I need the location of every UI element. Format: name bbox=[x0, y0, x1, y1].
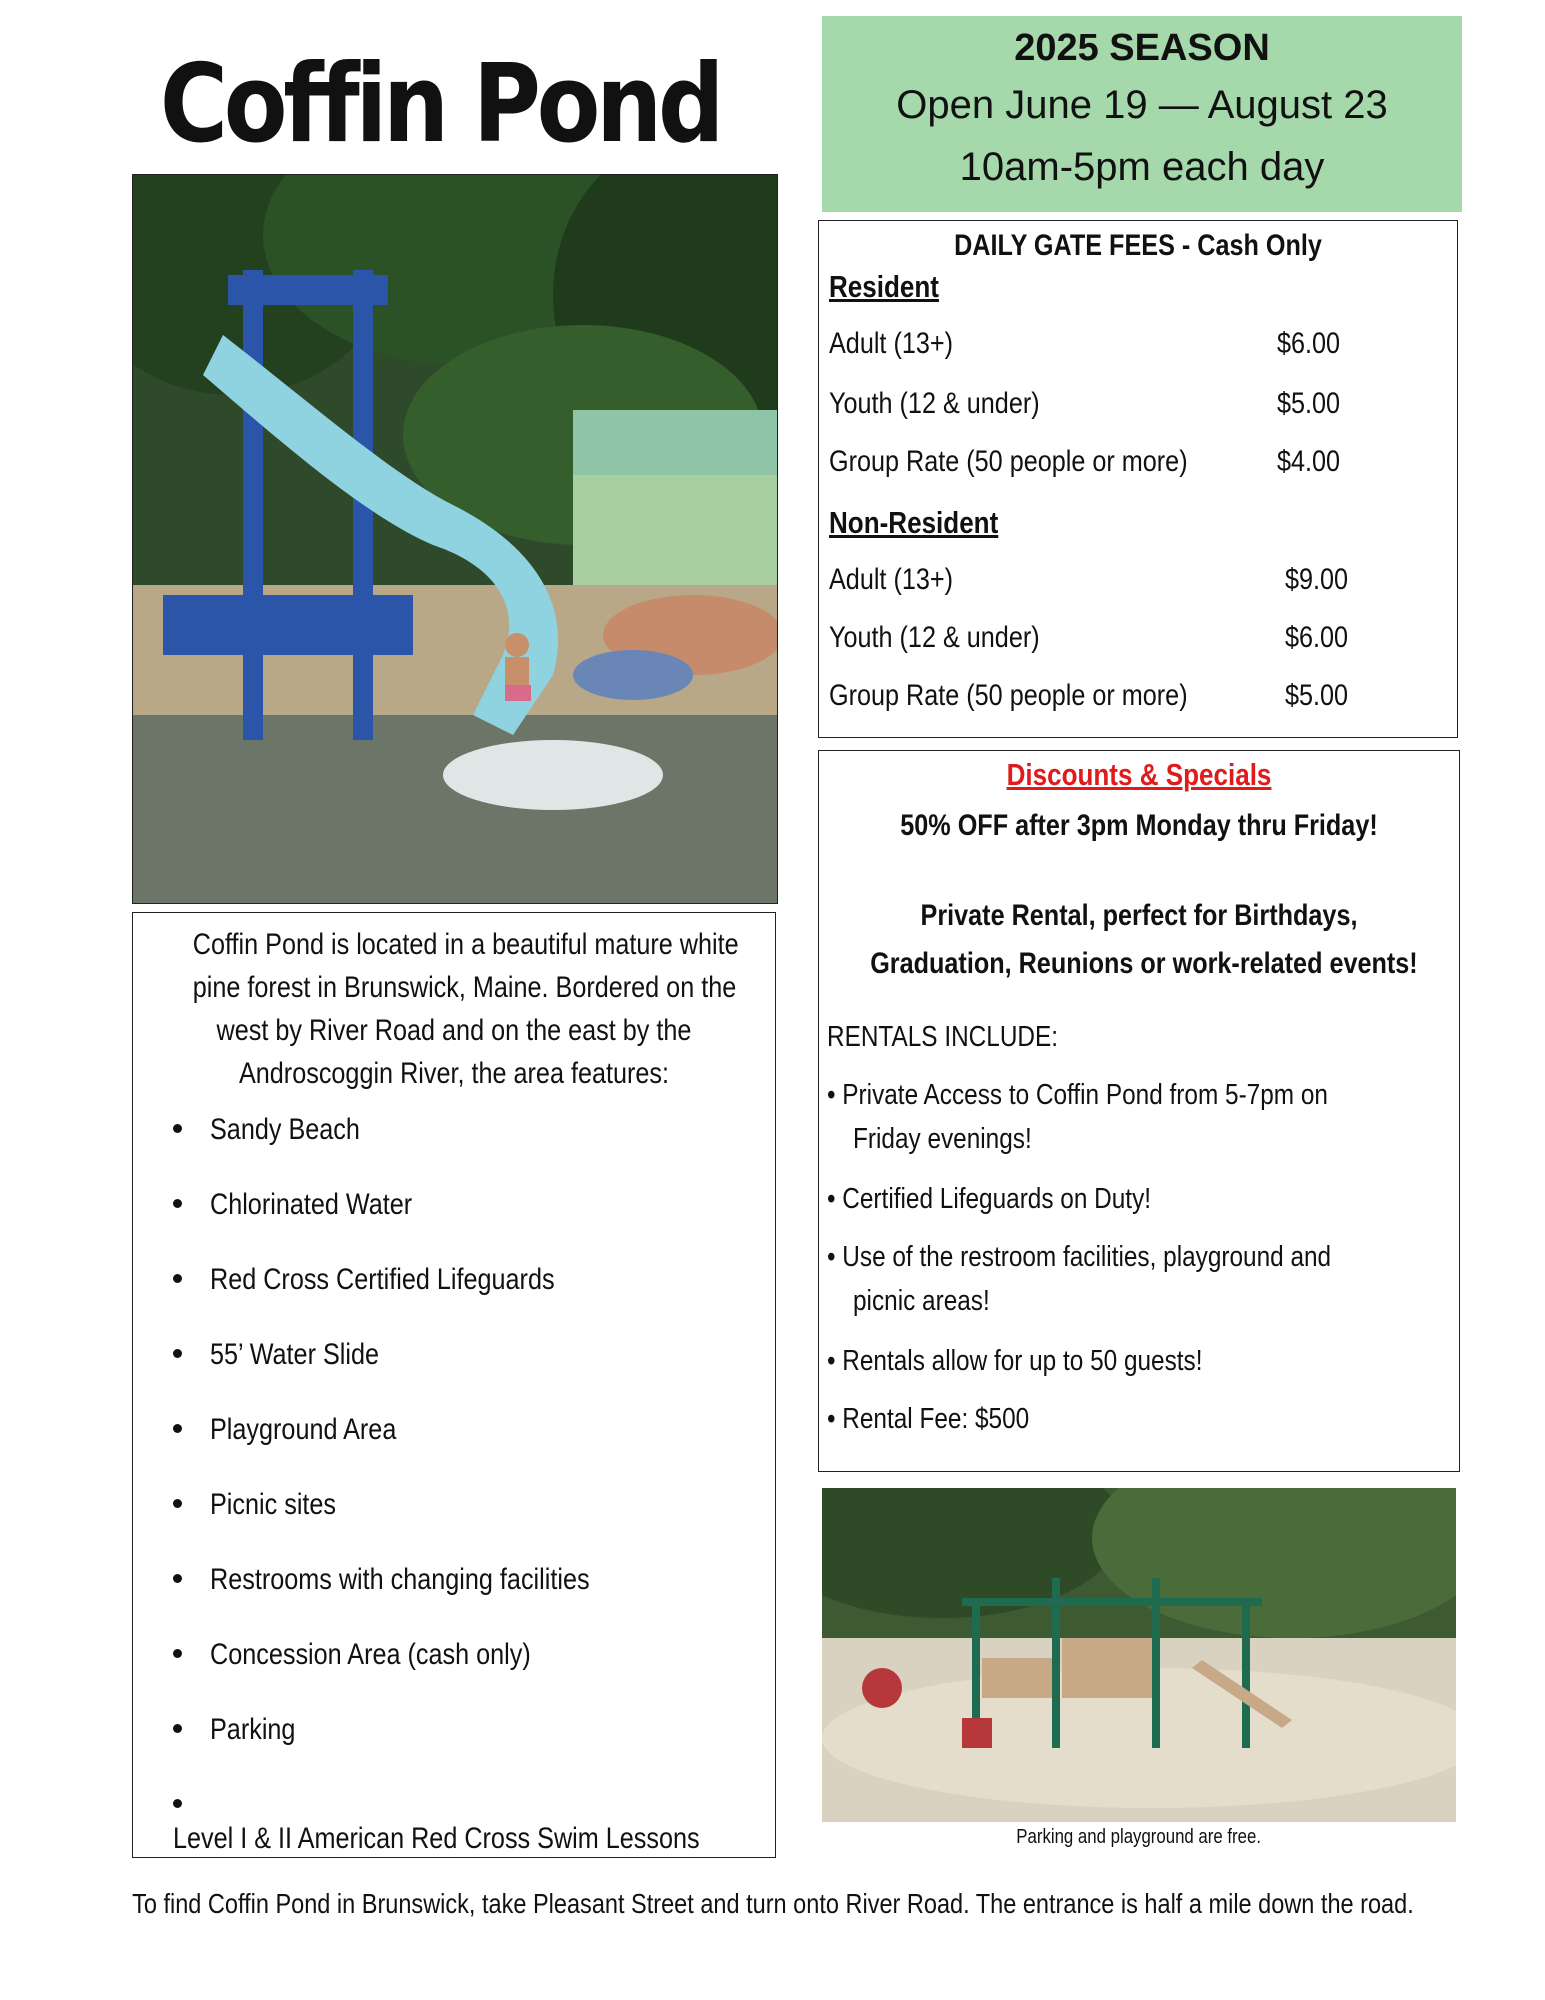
fee-label: Group Rate (50 people or more) bbox=[829, 445, 1188, 478]
season-dates: Open June 19 — August 23 bbox=[896, 83, 1388, 127]
fee-price: $6.00 bbox=[1277, 327, 1341, 360]
intro-line: pine forest in Brunswick, Maine. Bordered on the bbox=[192, 971, 737, 1004]
feature-item: Sandy Beach bbox=[173, 1113, 388, 1147]
rental-promo-line: Graduation, Reunions or work-related events! bbox=[870, 947, 1418, 980]
season-banner bbox=[822, 16, 1462, 212]
feature-item: Restrooms with changing facilities bbox=[173, 1563, 662, 1597]
directions-text: To find Coffin Pond in Brunswick, take Pleasant Street and turn onto River Road. The entrance is half a mile down the road. bbox=[131, 1888, 1414, 1919]
feature-item: Red Cross Certified Lifeguards bbox=[173, 1263, 620, 1297]
fee-label: Youth (12 & under) bbox=[829, 621, 1040, 654]
season-heading: 2025 SEASON bbox=[1014, 27, 1270, 69]
rental-promo-line: Private Rental, perfect for Birthdays, bbox=[920, 899, 1358, 932]
bullet-icon bbox=[173, 1499, 182, 1508]
fees-title: DAILY GATE FEES - Cash Only bbox=[954, 229, 1322, 262]
discount-offer: 50% OFF after 3pm Monday thru Friday! bbox=[900, 809, 1378, 842]
feature-item: Picnic sites bbox=[173, 1488, 360, 1522]
intro-line: Androscoggin River, the area features: bbox=[238, 1057, 670, 1090]
feature-item: 55’ Water Slide bbox=[173, 1338, 411, 1372]
rental-item: • Use of the restroom facilities, playground and bbox=[827, 1241, 1332, 1273]
features-panel bbox=[132, 912, 776, 1858]
rental-item: • Rentals allow for up to 50 guests! bbox=[827, 1345, 1203, 1377]
discounts-heading: Discounts & Specials bbox=[1006, 757, 1272, 792]
bullet-icon bbox=[173, 1724, 182, 1733]
playground-photo bbox=[822, 1488, 1456, 1822]
rentals-include-heading: RENTALS INCLUDE: bbox=[827, 1021, 1059, 1053]
bullet-icon bbox=[173, 1424, 182, 1433]
bullet-icon bbox=[173, 1274, 182, 1283]
season-hours: 10am-5pm each day bbox=[959, 145, 1325, 189]
intro-line: west by River Road and on the east by the bbox=[216, 1014, 692, 1047]
feature-item: Parking bbox=[173, 1713, 312, 1747]
photo-caption: Parking and playground are free. bbox=[1016, 1826, 1262, 1848]
feature-item: Concession Area (cash only) bbox=[173, 1638, 592, 1672]
bullet-icon bbox=[173, 1199, 182, 1208]
bullet-icon bbox=[173, 1649, 182, 1658]
fee-label: Youth (12 & under) bbox=[829, 387, 1040, 420]
bullet-icon bbox=[173, 1799, 182, 1808]
rental-item: • Rental Fee: $500 bbox=[827, 1403, 1030, 1435]
fee-price: $6.00 bbox=[1285, 621, 1349, 654]
bullet-icon bbox=[173, 1124, 182, 1133]
intro-line: Coffin Pond is located in a beautiful mature white bbox=[192, 928, 739, 961]
water-slide-photo bbox=[132, 174, 778, 904]
bullet-icon bbox=[173, 1349, 182, 1358]
fee-price: $9.00 bbox=[1285, 563, 1349, 596]
rental-item: • Private Access to Coffin Pond from 5-7pm on bbox=[827, 1079, 1328, 1111]
rental-item: • Certified Lifeguards on Duty! bbox=[827, 1183, 1152, 1215]
fee-label: Group Rate (50 people or more) bbox=[829, 679, 1188, 712]
fee-price: $4.00 bbox=[1277, 445, 1341, 478]
non-resident-heading: Non-Resident bbox=[829, 505, 999, 540]
page-title: Coffin Pond bbox=[159, 42, 721, 167]
discounts-panel bbox=[818, 750, 1460, 1472]
feature-item: Playground Area bbox=[173, 1413, 432, 1447]
fee-price: $5.00 bbox=[1277, 387, 1341, 420]
feature-item: Chlorinated Water bbox=[173, 1188, 451, 1222]
fee-price: $5.00 bbox=[1285, 679, 1349, 712]
rental-item-cont: picnic areas! bbox=[853, 1285, 990, 1317]
bullet-icon bbox=[173, 1574, 182, 1583]
resident-heading: Resident bbox=[829, 269, 939, 304]
fee-label: Adult (13+) bbox=[829, 563, 953, 596]
fee-label: Adult (13+) bbox=[829, 327, 953, 360]
gate-fees-panel bbox=[818, 220, 1458, 738]
rental-item-cont: Friday evenings! bbox=[853, 1123, 1032, 1155]
intro-text bbox=[143, 923, 765, 1095]
feature-item: Level I & II American Red Cross Swim Lessons bbox=[173, 1788, 800, 1856]
